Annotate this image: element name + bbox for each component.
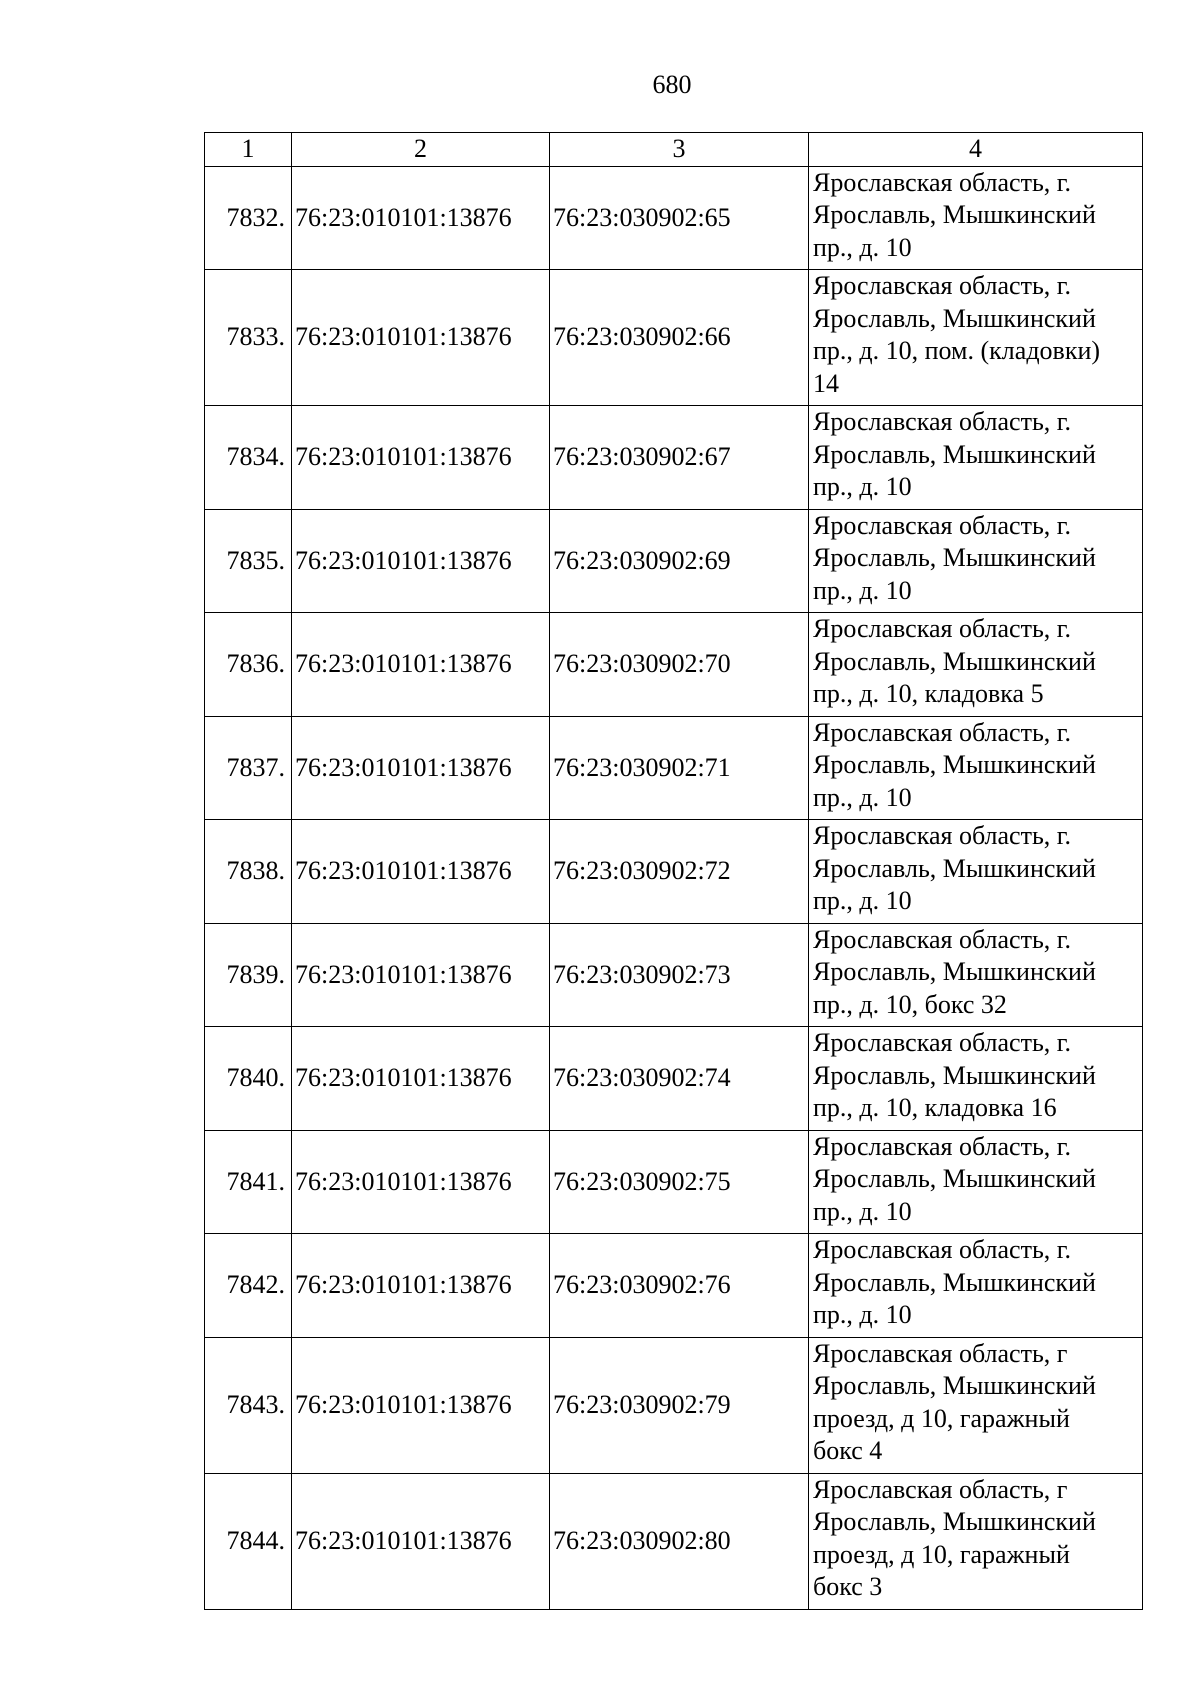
address-line: Ярославль, Мышкинский: [813, 1371, 1096, 1400]
cadastral-number-col2: 76:23:010101:13876: [292, 1234, 550, 1338]
address-line: Ярославль, Мышкинский: [813, 957, 1096, 986]
row-number: 7840.: [205, 1027, 292, 1131]
cadastral-number-col2: 76:23:010101:13876: [292, 406, 550, 510]
address-line: Ярославль, Мышкинский: [813, 1060, 1096, 1090]
cadastral-number-col2: 76:23:010101:13876: [292, 1337, 550, 1473]
address-line: Ярославская область, г: [813, 1338, 1068, 1368]
row-number: 7832.: [205, 166, 292, 270]
address-cell: [809, 613, 1143, 717]
address-line: Ярославская область, г.: [813, 510, 1072, 540]
table-row: [205, 923, 1143, 1027]
table-row: [205, 1130, 1143, 1234]
address-cell: [809, 406, 1143, 510]
column-header-2: 2: [292, 133, 550, 167]
address-line: бокс 4: [813, 1436, 883, 1465]
address-line: Ярославская область, г.: [813, 614, 1072, 643]
address-line: пр., д. 10, кладовка 16: [813, 1093, 1057, 1122]
cadastral-number-col2: 76:23:010101:13876: [292, 1473, 550, 1609]
address-line: Ярославская область, г.: [813, 271, 1072, 300]
address-cell: [809, 1473, 1143, 1609]
address-line: проезд, д 10, гаражный: [813, 1403, 1070, 1433]
table-row: [205, 1027, 1143, 1131]
table-row: [205, 166, 1143, 270]
row-number: 7837.: [205, 716, 292, 820]
address-line: Ярославская область, г.: [813, 167, 1072, 197]
table-row: [205, 270, 1143, 406]
cadastral-number-col3: 76:23:030902:66: [550, 270, 809, 406]
address-line: проезд, д 10, гаражный: [813, 1539, 1070, 1569]
table-body: [205, 166, 1143, 1609]
address-line: Ярославль, Мышкинский: [813, 303, 1096, 333]
address-cell: [809, 1337, 1143, 1473]
cadastral-number-col3: 76:23:030902:70: [550, 613, 809, 717]
address-line: пр., д. 10: [813, 575, 912, 605]
cadastral-number-col3: 76:23:030902:65: [550, 166, 809, 270]
table-row: [205, 820, 1143, 924]
table-row: [205, 1337, 1143, 1473]
cadastral-number-col2: 76:23:010101:13876: [292, 166, 550, 270]
address-line: Ярославль, Мышкинский: [813, 200, 1096, 229]
row-number: 7841.: [205, 1130, 292, 1234]
table-row: [205, 1473, 1143, 1609]
address-line: Ярославская область, г.: [813, 924, 1072, 954]
address-line: Ярославль, Мышкинский: [813, 543, 1096, 572]
address-cell: [809, 1130, 1143, 1234]
address-line: Ярославль, Мышкинский: [813, 1507, 1096, 1536]
row-number: 7844.: [205, 1473, 292, 1609]
table-header: [205, 133, 1143, 167]
address-line: 14: [813, 368, 839, 398]
address-line: пр., д. 10, пом. (кладовки): [813, 336, 1101, 365]
cadastral-number-col2: 76:23:010101:13876: [292, 509, 550, 613]
page-number: 680: [652, 70, 692, 99]
cadastral-number-col2: 76:23:010101:13876: [292, 613, 550, 717]
address-cell: [809, 1027, 1143, 1131]
cadastral-number-col2: 76:23:010101:13876: [292, 1027, 550, 1131]
address-line: Ярославская область, г.: [813, 1028, 1072, 1057]
cadastral-number-col3: 76:23:030902:74: [550, 1027, 809, 1131]
row-number: 7833.: [205, 270, 292, 406]
row-number: 7843.: [205, 1337, 292, 1473]
address-cell: [809, 1234, 1143, 1338]
address-line: пр., д. 10: [813, 472, 912, 501]
cadastral-number-col3: 76:23:030902:71: [550, 716, 809, 820]
cadastral-number-col2: 76:23:010101:13876: [292, 923, 550, 1027]
address-line: Ярославль, Мышкинский: [813, 853, 1096, 883]
address-line: пр., д. 10: [813, 1300, 912, 1329]
header-row: [205, 133, 1143, 167]
column-header-3: 3: [550, 133, 809, 167]
column-header-1: 1: [205, 133, 292, 167]
address-line: пр., д. 10: [813, 886, 912, 915]
address-line: Ярославль, Мышкинский: [813, 646, 1096, 676]
table-row: [205, 613, 1143, 717]
cadastral-number-col3: 76:23:030902:72: [550, 820, 809, 924]
address-cell: [809, 923, 1143, 1027]
address-line: пр., д. 10, бокс 32: [813, 989, 1007, 1019]
address-line: пр., д. 10: [813, 1196, 912, 1226]
table-row: [205, 1234, 1143, 1338]
address-line: Ярославль, Мышкинский: [813, 1164, 1096, 1193]
cadastral-number-col3: 76:23:030902:73: [550, 923, 809, 1027]
cadastral-number-col3: 76:23:030902:75: [550, 1130, 809, 1234]
address-line: бокс 3: [813, 1572, 883, 1601]
address-line: Ярославль, Мышкинский: [813, 439, 1096, 469]
address-line: Ярославская область, г.: [813, 1131, 1072, 1161]
row-number: 7836.: [205, 613, 292, 717]
row-number: 7839.: [205, 923, 292, 1027]
registry-table: [204, 132, 1143, 1610]
cadastral-number-col2: 76:23:010101:13876: [292, 270, 550, 406]
registry-table-wrapper: [204, 132, 1142, 1610]
cadastral-number-col2: 76:23:010101:13876: [292, 820, 550, 924]
cadastral-number-col2: 76:23:010101:13876: [292, 1130, 550, 1234]
cadastral-number-col3: 76:23:030902:67: [550, 406, 809, 510]
table-row: [205, 509, 1143, 613]
cadastral-number-col3: 76:23:030902:69: [550, 509, 809, 613]
address-line: Ярославская область, г.: [813, 407, 1072, 436]
cadastral-number-col2: 76:23:010101:13876: [292, 716, 550, 820]
row-number: 7838.: [205, 820, 292, 924]
address-cell: [809, 716, 1143, 820]
address-line: пр., д. 10: [813, 782, 912, 812]
address-cell: [809, 166, 1143, 270]
row-number: 7842.: [205, 1234, 292, 1338]
address-cell: [809, 820, 1143, 924]
table-row: [205, 406, 1143, 510]
address-line: Ярославль, Мышкинский: [813, 750, 1096, 779]
column-header-4: 4: [809, 133, 1143, 167]
address-line: Ярославская область, г.: [813, 821, 1072, 850]
address-line: Ярославская область, г.: [813, 1235, 1072, 1264]
address-line: Ярославль, Мышкинский: [813, 1267, 1096, 1297]
cadastral-number-col3: 76:23:030902:80: [550, 1473, 809, 1609]
row-number: 7835.: [205, 509, 292, 613]
row-number: 7834.: [205, 406, 292, 510]
address-line: пр., д. 10: [813, 232, 912, 262]
address-cell: [809, 270, 1143, 406]
address-cell: [809, 509, 1143, 613]
address-line: Ярославская область, г.: [813, 717, 1072, 747]
cadastral-number-col3: 76:23:030902:76: [550, 1234, 809, 1338]
table-row: [205, 716, 1143, 820]
address-line: Ярославская область, г: [813, 1474, 1068, 1504]
cadastral-number-col3: 76:23:030902:79: [550, 1337, 809, 1473]
address-line: пр., д. 10, кладовка 5: [813, 679, 1044, 708]
